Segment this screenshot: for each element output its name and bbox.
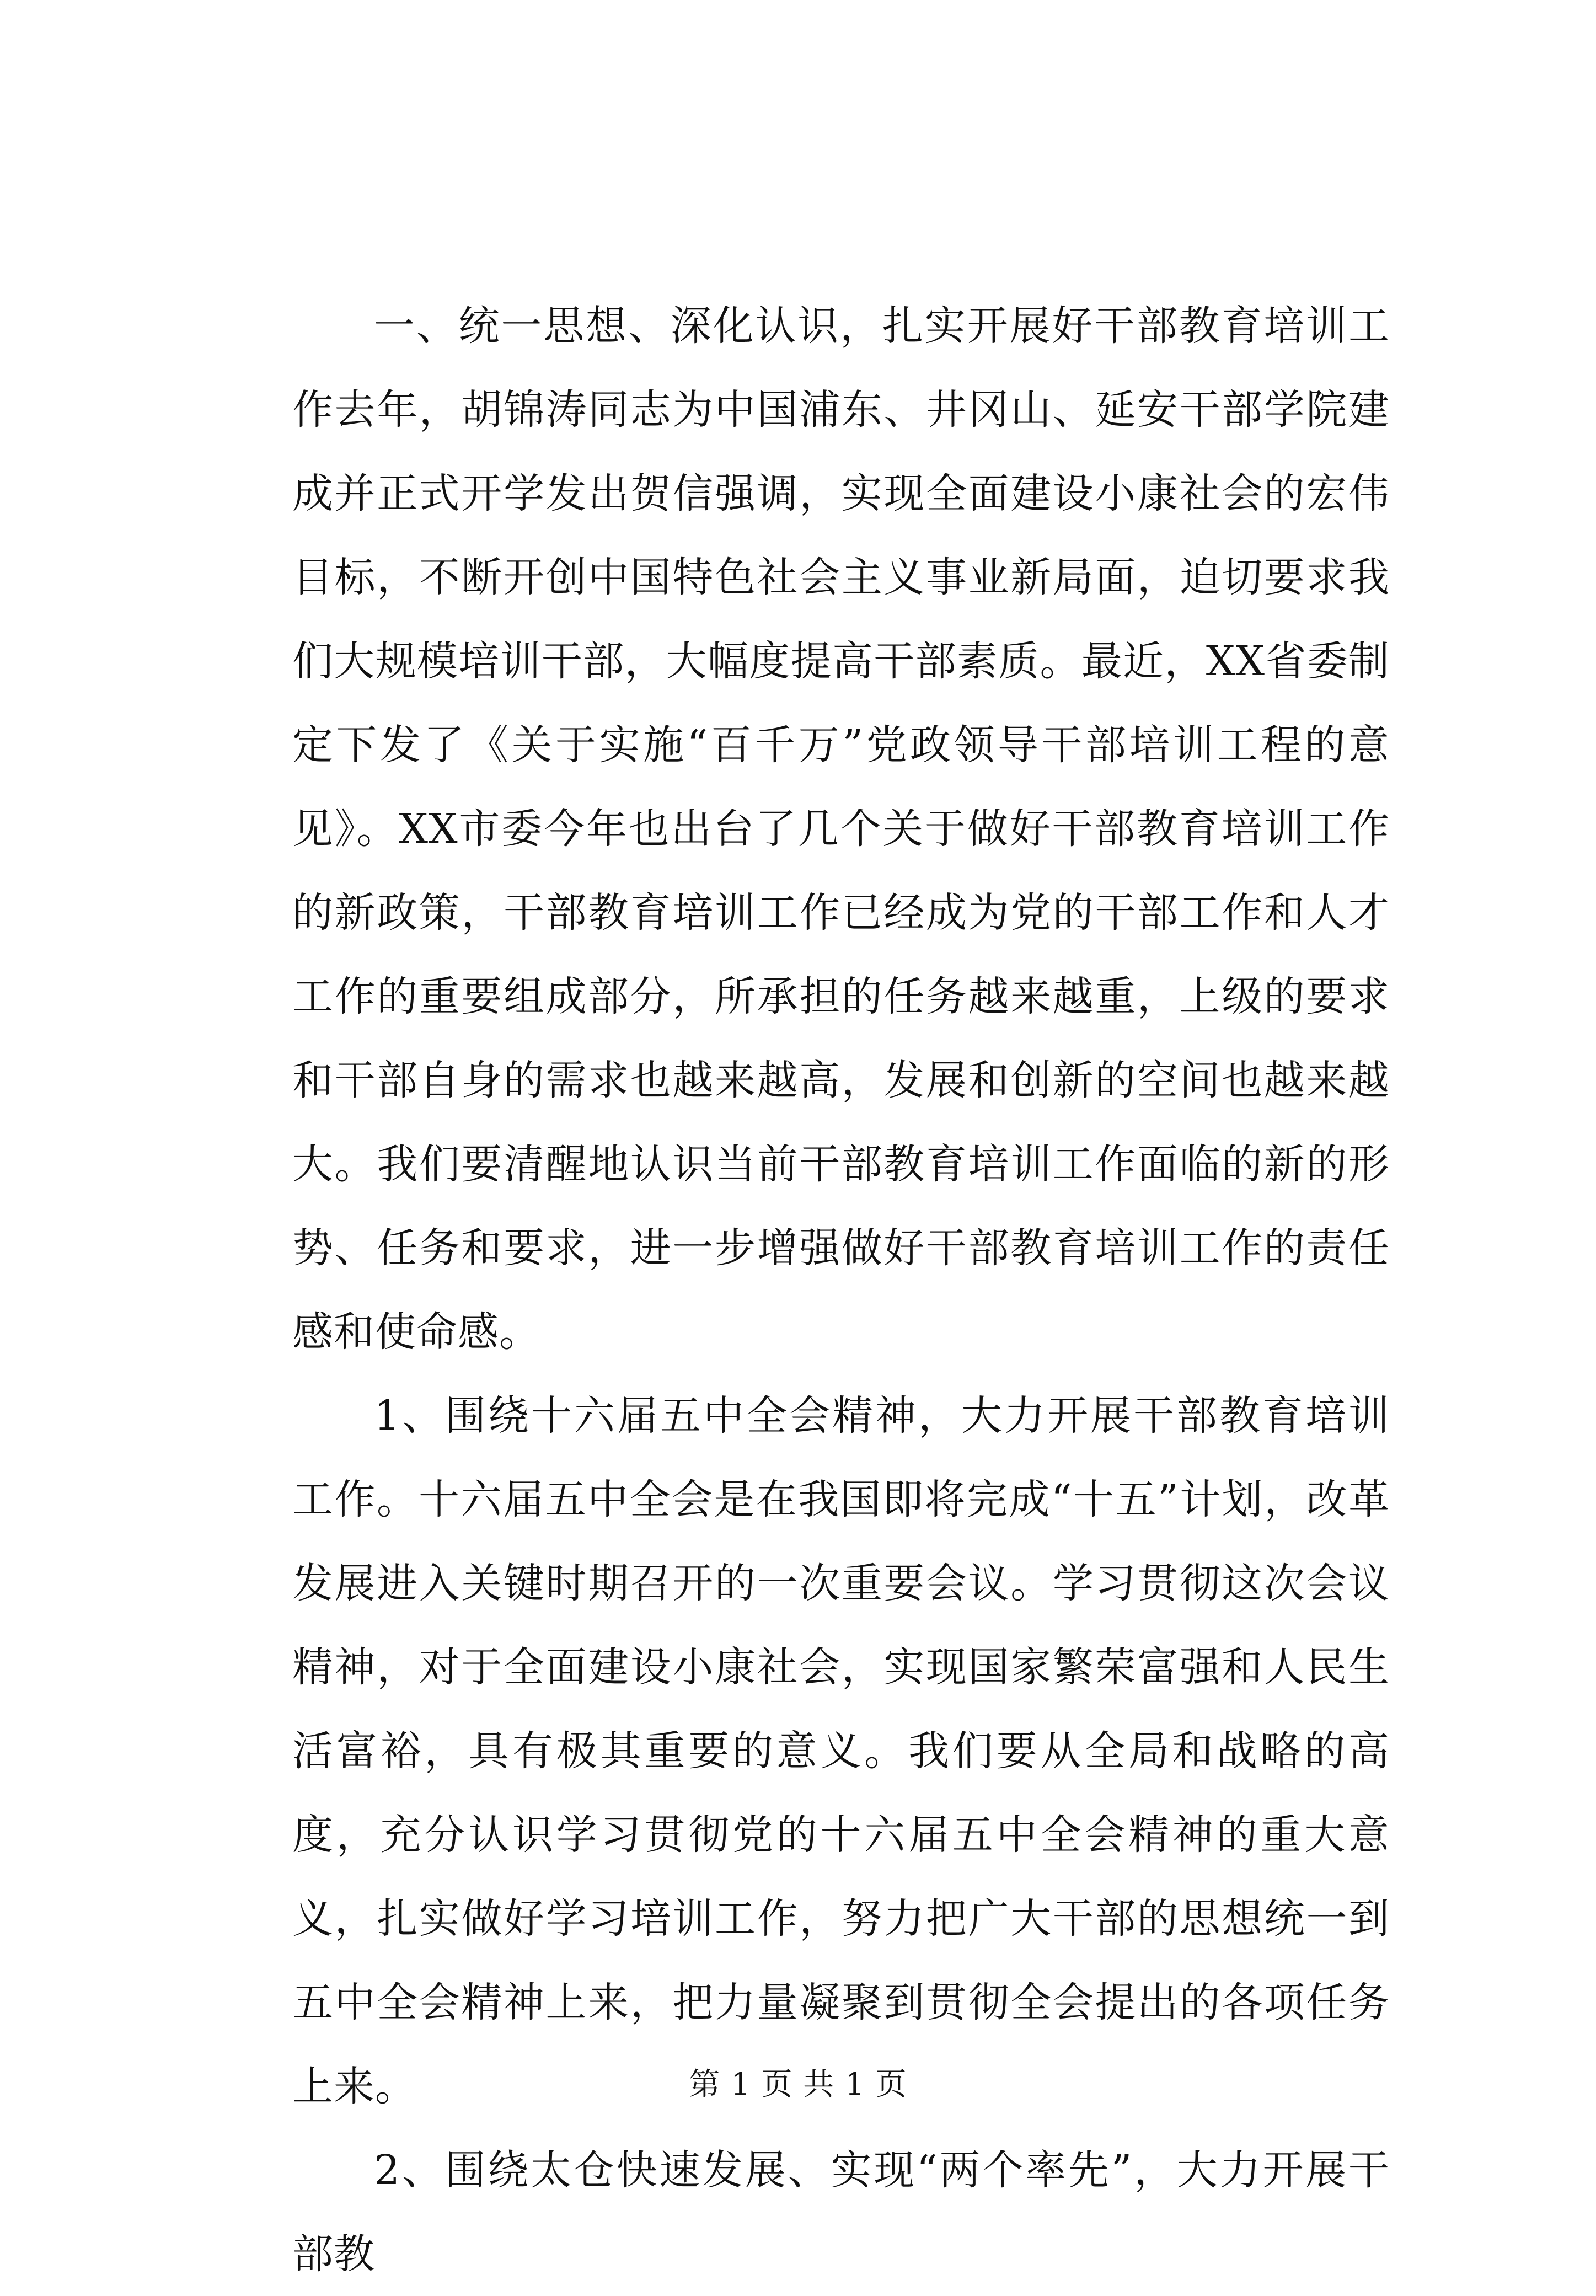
paragraph-3: 2、围绕太仓快速发展、实现“两个率先”，大力开展干部教: [292, 2147, 1390, 2278]
page-footer: 第 1 页 共 1 页: [689, 2067, 907, 2102]
paragraph-2: 1、围绕十六届五中全会精神，大力开展干部教育培训工作。十六届五中全会是在我国即将完成“十五”计划，改革发展进入关键时期召开的一次重要会议。学习贯彻这次会议精神，对于全面建设小康社会，实现国家繁荣富强和人民生活富裕，具有极其重要的意义。我们要从全局和战略的高度，充分认识学习贯彻党的十六届五中全会精神的重大意义，扎实做好学习培训工作，努力把广大干部的思想统一到五中全会精神上来，把力量凝聚到贯彻全会提出的各项任务上来。: [292, 1392, 1390, 2110]
document-body: [292, 284, 1390, 2296]
paragraph-1: 一、统一思想、深化认识，扎实开展好干部教育培训工作去年，胡锦涛同志为中国浦东、井冈山、延安干部学院建成并正式开学发出贺信强调，实现全面建设小康社会的宏伟目标，不断开创中国特色社会主义事业新局面，迫切要求我们大规模培训干部，大幅度提高干部素质。最近，XX省委制定下发了《关于实施“百千万”党政领导干部培训工程的意见》。XX市委今年也出台了几个关于做好干部教育培训工作的新政策，干部教育培训工作已经成为党的干部工作和人才工作的重要组成部分，所承担的任务越来越重，上级的要求和干部自身的需求也越来越高，发展和创新的空间也越来越大。我们要清醒地认识当前干部教育培训工作面临的新的形势、任务和要求，进一步增强做好干部教育培训工作的责任感和使命感。: [292, 302, 1390, 1356]
